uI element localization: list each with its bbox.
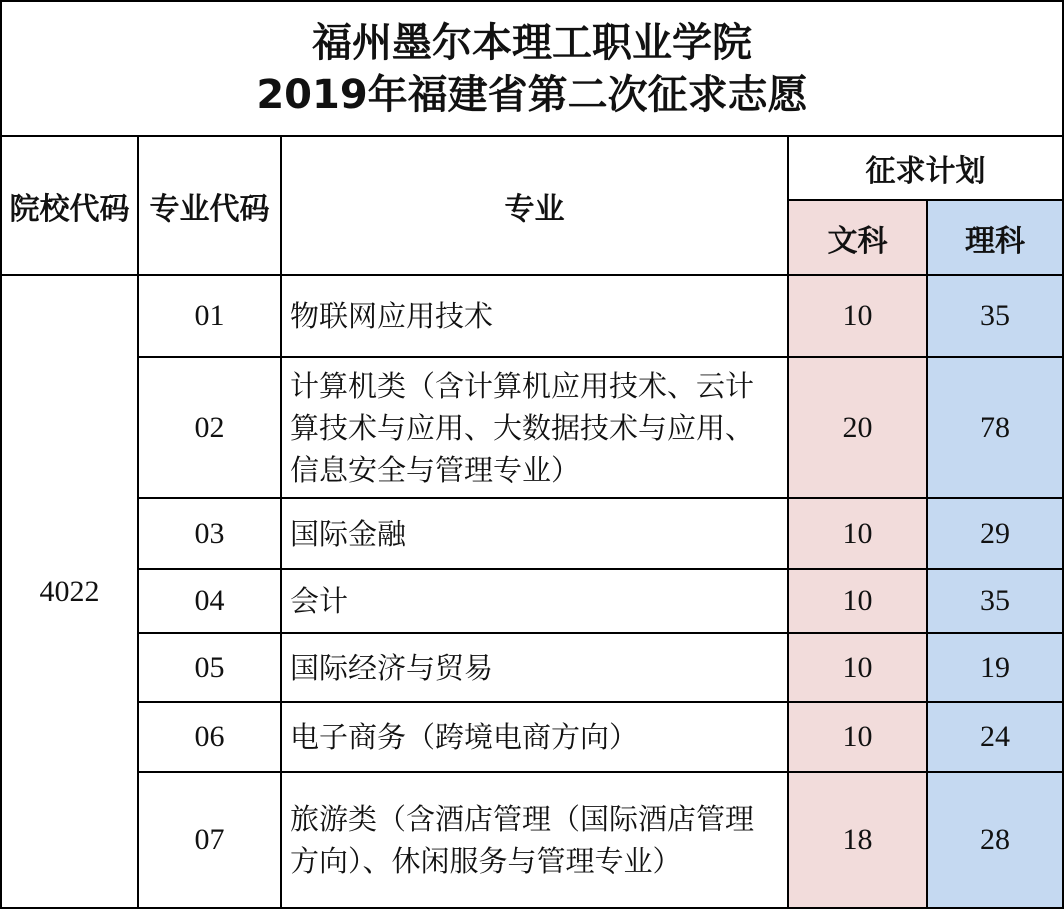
major-name-cell: 国际金融 xyxy=(282,499,789,570)
header-arts: 文科 xyxy=(789,201,928,276)
science-quota-cell: 78 xyxy=(928,358,1064,499)
arts-quota-cell: 10 xyxy=(789,499,928,570)
science-quota-cell: 29 xyxy=(928,499,1064,570)
major-name-cell: 计算机类（含计算机应用技术、云计算技术与应用、大数据技术与应用、信息安全与管理专业） xyxy=(282,358,789,499)
major-code-cell: 04 xyxy=(139,570,282,634)
header-plan: 征求计划 xyxy=(789,137,1064,201)
major-code-cell: 01 xyxy=(139,276,282,358)
header-school-code: 院校代码 xyxy=(0,137,139,276)
major-name-cell: 会计 xyxy=(282,570,789,634)
science-quota-cell: 35 xyxy=(928,276,1064,358)
header-major: 专业 xyxy=(282,137,789,276)
arts-quota-cell: 10 xyxy=(789,703,928,773)
science-quota-cell: 24 xyxy=(928,703,1064,773)
science-quota-cell: 19 xyxy=(928,634,1064,703)
major-code-cell: 03 xyxy=(139,499,282,570)
school-code-cell: 4022 xyxy=(0,276,139,909)
science-quota-cell: 35 xyxy=(928,570,1064,634)
major-code-cell: 05 xyxy=(139,634,282,703)
major-name-cell: 旅游类（含酒店管理（国际酒店管理方向）、休闲服务与管理专业） xyxy=(282,773,789,909)
header-science: 理科 xyxy=(928,201,1064,276)
major-name-cell: 电子商务（跨境电商方向） xyxy=(282,703,789,773)
arts-quota-cell: 10 xyxy=(789,276,928,358)
major-code-cell: 02 xyxy=(139,358,282,499)
arts-quota-cell: 20 xyxy=(789,358,928,499)
major-code-cell: 06 xyxy=(139,703,282,773)
header-major-code: 专业代码 xyxy=(139,137,282,276)
major-name-cell: 国际经济与贸易 xyxy=(282,634,789,703)
title-line-1: 福州墨尔本理工职业学院 xyxy=(312,19,752,66)
major-name-cell: 物联网应用技术 xyxy=(282,276,789,358)
arts-quota-cell: 18 xyxy=(789,773,928,909)
title-line-2: 2019年福建省第二次征求志愿 xyxy=(256,71,808,118)
arts-quota-cell: 10 xyxy=(789,570,928,634)
major-code-cell: 07 xyxy=(139,773,282,909)
science-quota-cell: 28 xyxy=(928,773,1064,909)
arts-quota-cell: 10 xyxy=(789,634,928,703)
table-title xyxy=(0,0,1064,137)
